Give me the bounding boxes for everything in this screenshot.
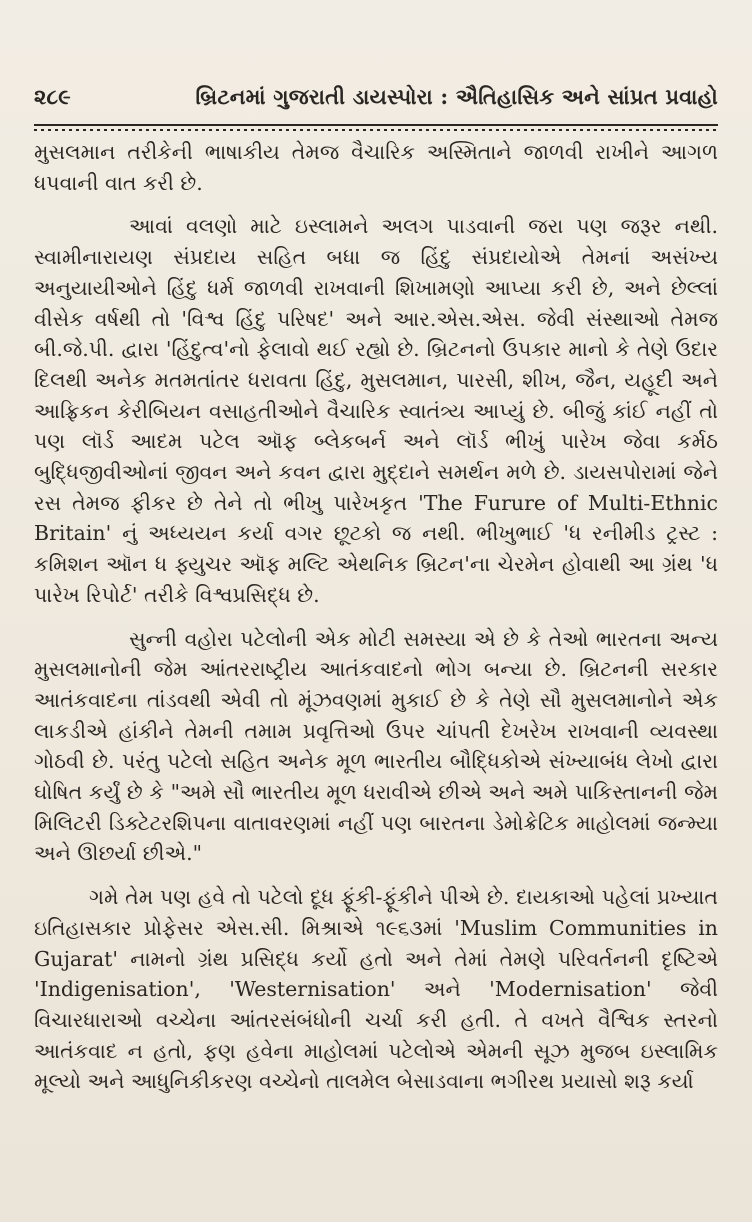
paragraph: મુસલમાન તરીકેની ભાષાકીય તેમજ વૈચારિક અસ્મિતાને જાળવી રાખીને આગળ ધપવાની વાત કરી છે. <box>34 140 718 195</box>
page-header <box>34 84 718 110</box>
header-rule <box>34 124 718 132</box>
paragraph: સુન્ની વહોરા પટેલોની એક મોટી સમસ્યા એ છે કે તેઓ ભારતના અન્ય મુસલમાનોની જેમ આંતરરાષ્ટ્રીય આતંકવાદનો ભોગ બન્યા છે. બ્રિટનની સરકાર આતંકવાદના તાંડવથી એવી તો મૂંઝવણમાં મુકાઈ છે કે તેણે સૌ મુસલમાનોને એક લાકડીએ હાંકીને તેમની તમામ પ્રવૃત્તિઓ ઉપર ચાંપતી દેખરેખ રાખવાની વ્યવસ્થા ગોઠવી છે. પરંતુ પટેલો સહિત અનેક મૂળ ભારતીય બૌદ્ધિકોએ સંખ્યાબંધ લેખો દ્વારા ઘોષિત કર્યું છે કે "અમે સૌ ભારતીય મૂળ ધરાવીએ છીએ અને અમે પાકિસ્તાનની જેમ મિલિટરી ડિક્ટેટરશિપના વાતાવરણમાં નહીં પણ બારતના ડેમોક્રેટિક માહોલમાં જન્મ્યા અને ઊછર્યા છીએ." <box>34 626 718 866</box>
page-number: ૨૮૯ <box>34 84 71 109</box>
paragraph: આવાં વલણો માટે ઇસ્લામને અલગ પાડવાની જરા પણ જરૂર નથી. સ્વામીનારાયણ સંપ્રદાય સહિત બધા જ હિંદુ સંપ્રદાયોએ તેમનાં અસંખ્ય અનુયાયીઓને હિંદુ ધર્મ જાળવી રાખવાની શિખામણો આપ્યા કરી છે, અને છેલ્લાં વીસેક વર્ષથી તો 'વિશ્વ હિંદુ પરિષદ' અને આર.એસ.એસ. જેવી સંસ્થાઓ તેમજ બી.જે.પી. દ્વારા 'હિંદુત્વ'નો ફેલાવો થઈ રહ્યો છે. બ્રિટનનો ઉપકાર માનો કે તેણે ઉદાર દિલથી અનેક મતમતાંતર ધરાવતા હિંદુ, મુસલમાન, પારસી, શીખ, જૈન, યહૂદી અને આફ્રિકન કેરીબિયન વસાહતીઓને વૈચારિક સ્વાતંત્ર્ય આપ્યું છે. બીજું કાંઈ નહીં તો પણ લૉર્ડ આદમ પટેલ ઑફ બ્લેકબર્ન અને લૉર્ડ ભીખું પારેખ જેવા કર્મઠ બુદ્ધિજીવીઓનાં જીવન અને કવન દ્વારા મુદ્દાને સમર્થન મળે છે. ડાયસપોરામાં જેને રસ તેમજ ફીકર છે તેને તો ભીખુ પારેખકૃત 'The Furure of Multi-Ethnic Britain' નું અધ્યયન કર્યા વગર છૂટકો જ નથી. ભીખુભાઈ 'ધ રનીમીડ ટ્રસ્ટ : કમિશન ઑન ધ ફ્યુચર ઑફ મલ્ટિ એથનિક બ્રિટન'ના ચેરમેન હોવાથી આ ગ્રંથ 'ધ પારેખ રિપોર્ટ' તરીકે વિશ્વપ્રસિદ્ધ છે. <box>34 214 718 607</box>
page-body <box>34 137 718 1110</box>
running-title: બ્રિટનમાં ગુજરાતી ડાયસ્પોરા : ઐતિહાસિક અને સાંપ્રત પ્રવાહો <box>195 84 718 109</box>
paragraph: ગમે તેમ પણ હવે તો પટેલો દૂધ ફૂંકી-ફૂંકીને પીએ છે. દાયકાઓ પહેલાં પ્રખ્યાત ઇતિહાસકાર પ્રોફેસર એસ.સી. મિશ્રાએ ૧૯૬૩માં 'Muslim Communities in Gujarat' નામનો ગ્રંથ પ્રસિદ્ધ કર્યો હતો અને તેમાં તેમણે પરિવર્તનની દૃષ્ટિએ 'Indigenisation', 'Westernisation' અને 'Modernisation' જેવી વિચારધારાઓ વચ્ચેના આંતરસંબંધોની ચર્ચા કરી હતી. તે વખતે વૈશ્વિક સ્તરનો આતંકવાદ ન હતો, ફણ હવેના માહોલમાં પટેલોએ એમની સૂઝ મુજબ ઇસ્લામિક મૂલ્યો અને આધુનિકીકરણ વચ્ચેનો તાલમેલ બેસાડવાના ભગીરથ પ્રયાસો શરૂ કર્યા <box>34 885 718 1094</box>
